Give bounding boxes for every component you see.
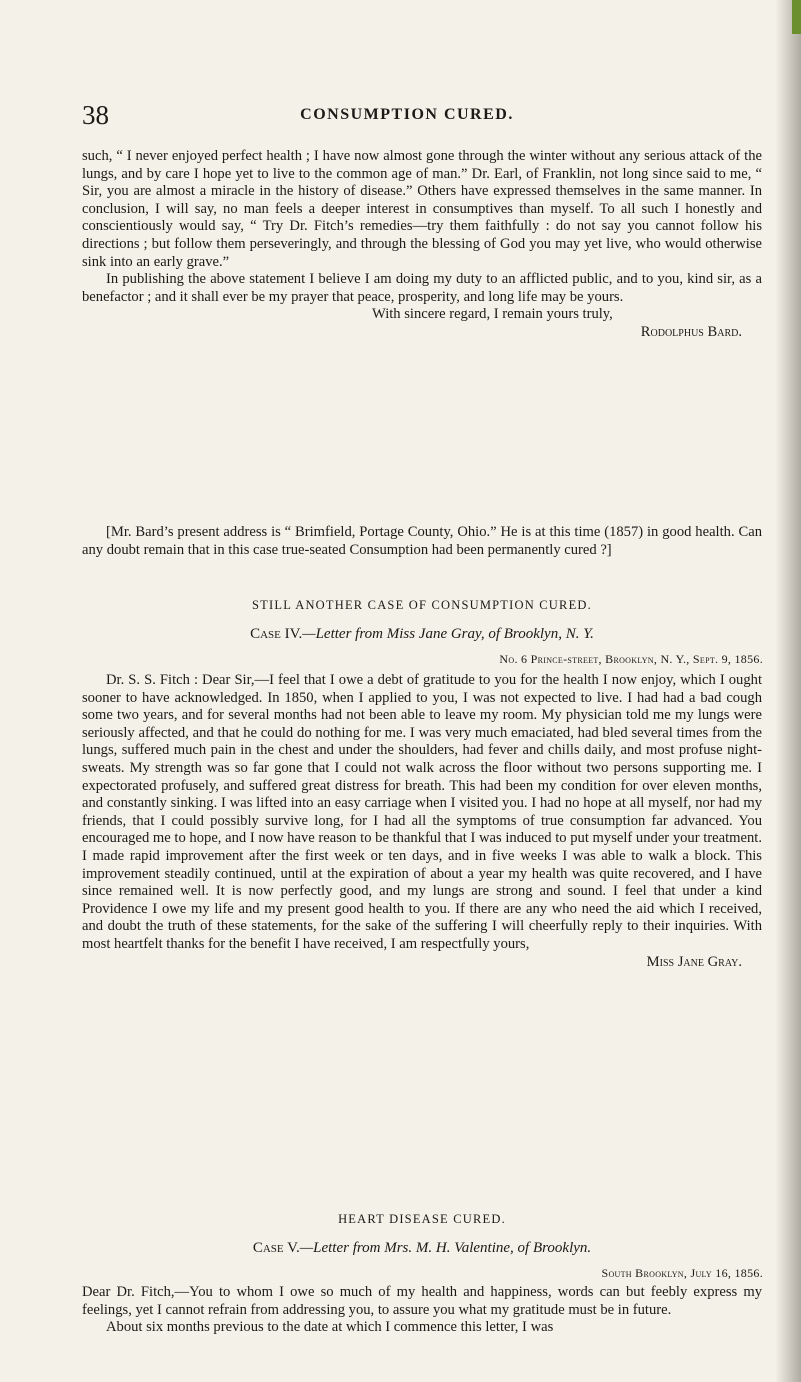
case-v-body: Dear Dr. Fitch,—You to whom I owe so much of my health and happiness, words can but feebly express my feelings, yet I cannot refrain from addressing you, to assure you what my gratitude must be in future. <box>82 1284 762 1318</box>
case-iv-label: Case IV. <box>250 626 303 642</box>
case-iv-letter <box>82 672 762 971</box>
case-iv-heading: STILL ANOTHER CASE OF CONSUMPTION CURED. <box>252 598 592 612</box>
bard-paragraph-1: such, “ I never enjoyed perfect health ; I have now almost gone through the winter without any serious attack of the lungs, and by care I hope yet to live to the common age of man.” Dr. Earl, of Franklin, not long since said to me, “ Sir, you are almost a miracle in the history of disease.” Others have expressed themselves in the same manner. In conclusion, I will say, no man feels a deeper interest in consumptives than myself. To all such I honestly and conscientiously would say, “ Try Dr. Fitch’s remedies—try them faithfully : do not say you cannot follow his directions ; but follow them perseveringly, and through the blessing of God you may yet live, who would otherwise sink into an early grave.” <box>82 148 762 270</box>
running-header <box>82 100 732 134</box>
case-iv-dateline: No. 6 Prince-street, Brooklyn, N. Y., Sept. 9, 1856. <box>499 652 763 666</box>
case-iv-title: —Letter from Miss Jane Gray, of Brooklyn, N. Y. <box>302 626 594 642</box>
case-iv-signature: Miss Jane Gray. <box>646 953 742 970</box>
case-v-label: Case V. <box>252 1240 300 1256</box>
page-edge-tab <box>792 0 801 34</box>
case-iv-body: Dr. S. S. Fitch : Dear Sir,—I feel that I owe a debt of gratitude to you for the health I now enjoy, which I ought sooner to have acknowledged. In 1850, when I applied to you, I was not expected to live. I had had a bad cough some two years, and for several months had not been able to leave my room. My physician told me my lungs were seriously affected, and that he could do nothing for me. I was very much emaciated, had bled several times from the lungs, suffered much pain in the chest and under the shoulders, had fever and chills daily, and most profuse night-sweats. My strength was so far gone that I could not walk across the floor without two persons supporting me. I expectorated profusely, and suffered great distress for breath. This had been my condition for over eleven months, and constantly sinking. I was lifted into an easy carriage when I visited you. I had no hope at all myself, nor had my friends, that I could possibly survive long, for I had all the symptoms of true consumption far advanced. You encouraged me to hope, and I now have reason to be thankful that I was induced to put myself under your treatment. I made rapid improvement after the first week or ten days, and in five weeks I was able to walk a block. This improvement steadily continued, until at the expiration of about a year my health was quite recovered, and I have since remained well. It is now perfectly good, and my lungs are strong and sound. I feel that under a kind Providence I owe my life and my present good health to you. If there are any who need the aid which I received, and doubt the truth of these statements, for the sake of the suffering I will cheerfully reply to their inquiries. With most heartfelt thanks for the benefit I have received, I am respectfully yours, <box>82 672 762 952</box>
case-v-letter <box>82 1284 762 1337</box>
bard-paragraph-2: In publishing the above statement I believe I am doing my duty to an afflicted public, and to you, kind sir, as a benefactor ; and it shall ever be my prayer that peace, prosperity, and long life may be yours. <box>82 271 762 305</box>
case-v-dateline: South Brooklyn, July 16, 1856. <box>601 1266 763 1280</box>
bard-letter <box>82 148 762 342</box>
case-v-heading: HEART DISEASE CURED. <box>338 1212 506 1226</box>
running-title: CONSUMPTION CURED. <box>300 106 514 123</box>
editor-note-text: [Mr. Bard’s present address is “ Brimfield, Portage County, Ohio.” He is at this time (1857) in good health. Can any doubt remain that in this case true-seated Consumption had been permanently cured ?] <box>82 524 762 558</box>
case-v-title: —Letter from Mrs. M. H. Valentine, of Brooklyn. <box>299 1240 592 1256</box>
bard-signature: Rodolphus Bard. <box>640 323 742 340</box>
case-v-title-line <box>82 1240 762 1257</box>
case-iv-title-line <box>82 626 762 643</box>
page-number: 38 <box>82 100 109 130</box>
case-v-body-continued: About six months previous to the date at which I commence this letter, I was <box>106 1319 554 1336</box>
bard-closing: With sincere regard, I remain yours truly, <box>372 306 613 323</box>
editor-note <box>82 524 762 559</box>
page-edge-shadow <box>775 0 801 1382</box>
